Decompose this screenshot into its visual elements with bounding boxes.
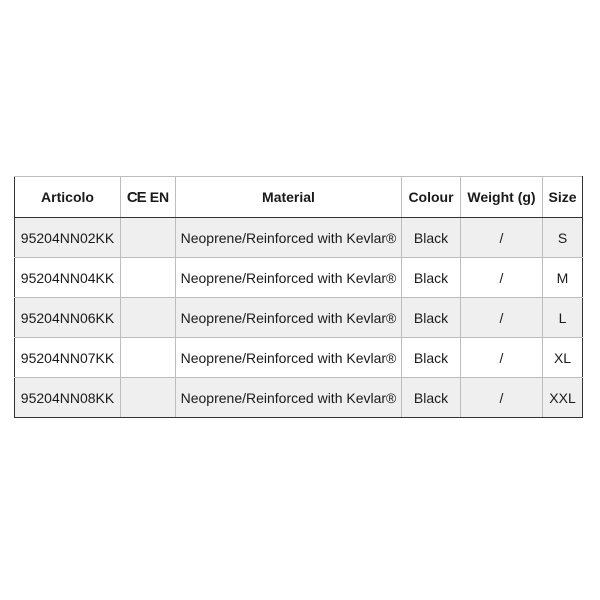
table-row [15, 298, 583, 338]
cell-articolo: 95204NN02KK [15, 218, 121, 258]
header-weight: Weight (g) [461, 177, 543, 218]
cell-weight: / [461, 218, 543, 258]
cell-weight: / [461, 338, 543, 378]
header-en-label: EN [149, 188, 170, 205]
table-row [15, 338, 583, 378]
cell-en [121, 258, 176, 298]
cell-size: L [543, 298, 583, 338]
table-row [15, 218, 583, 258]
cell-colour: Black [402, 378, 461, 418]
cell-en [121, 338, 176, 378]
header-material: Material [176, 177, 402, 218]
cell-colour: Black [402, 218, 461, 258]
ce-mark-icon: CE [126, 188, 146, 206]
cell-colour: Black [402, 258, 461, 298]
header-colour: Colour [402, 177, 461, 218]
cell-en [121, 298, 176, 338]
table-row [15, 378, 583, 418]
cell-colour: Black [402, 298, 461, 338]
cell-articolo: 95204NN08KK [15, 378, 121, 418]
cell-size: XXL [543, 378, 583, 418]
cell-material: Neoprene/Reinforced with Kevlar® [176, 258, 402, 298]
header-size: Size [543, 177, 583, 218]
cell-colour: Black [402, 338, 461, 378]
header-ce-en [121, 177, 176, 218]
cell-articolo: 95204NN04KK [15, 258, 121, 298]
product-spec-table-container [14, 176, 582, 418]
cell-material: Neoprene/Reinforced with Kevlar® [176, 338, 402, 378]
table-row [15, 258, 583, 298]
cell-weight: / [461, 258, 543, 298]
cell-articolo: 95204NN06KK [15, 298, 121, 338]
header-articolo: Articolo [15, 177, 121, 218]
cell-articolo: 95204NN07KK [15, 338, 121, 378]
product-spec-table [14, 176, 583, 418]
cell-material: Neoprene/Reinforced with Kevlar® [176, 298, 402, 338]
table-header-row [15, 177, 583, 218]
cell-weight: / [461, 298, 543, 338]
cell-material: Neoprene/Reinforced with Kevlar® [176, 218, 402, 258]
cell-size: S [543, 218, 583, 258]
cell-size: M [543, 258, 583, 298]
cell-en [121, 218, 176, 258]
cell-material: Neoprene/Reinforced with Kevlar® [176, 378, 402, 418]
cell-en [121, 378, 176, 418]
cell-size: XL [543, 338, 583, 378]
cell-weight: / [461, 378, 543, 418]
